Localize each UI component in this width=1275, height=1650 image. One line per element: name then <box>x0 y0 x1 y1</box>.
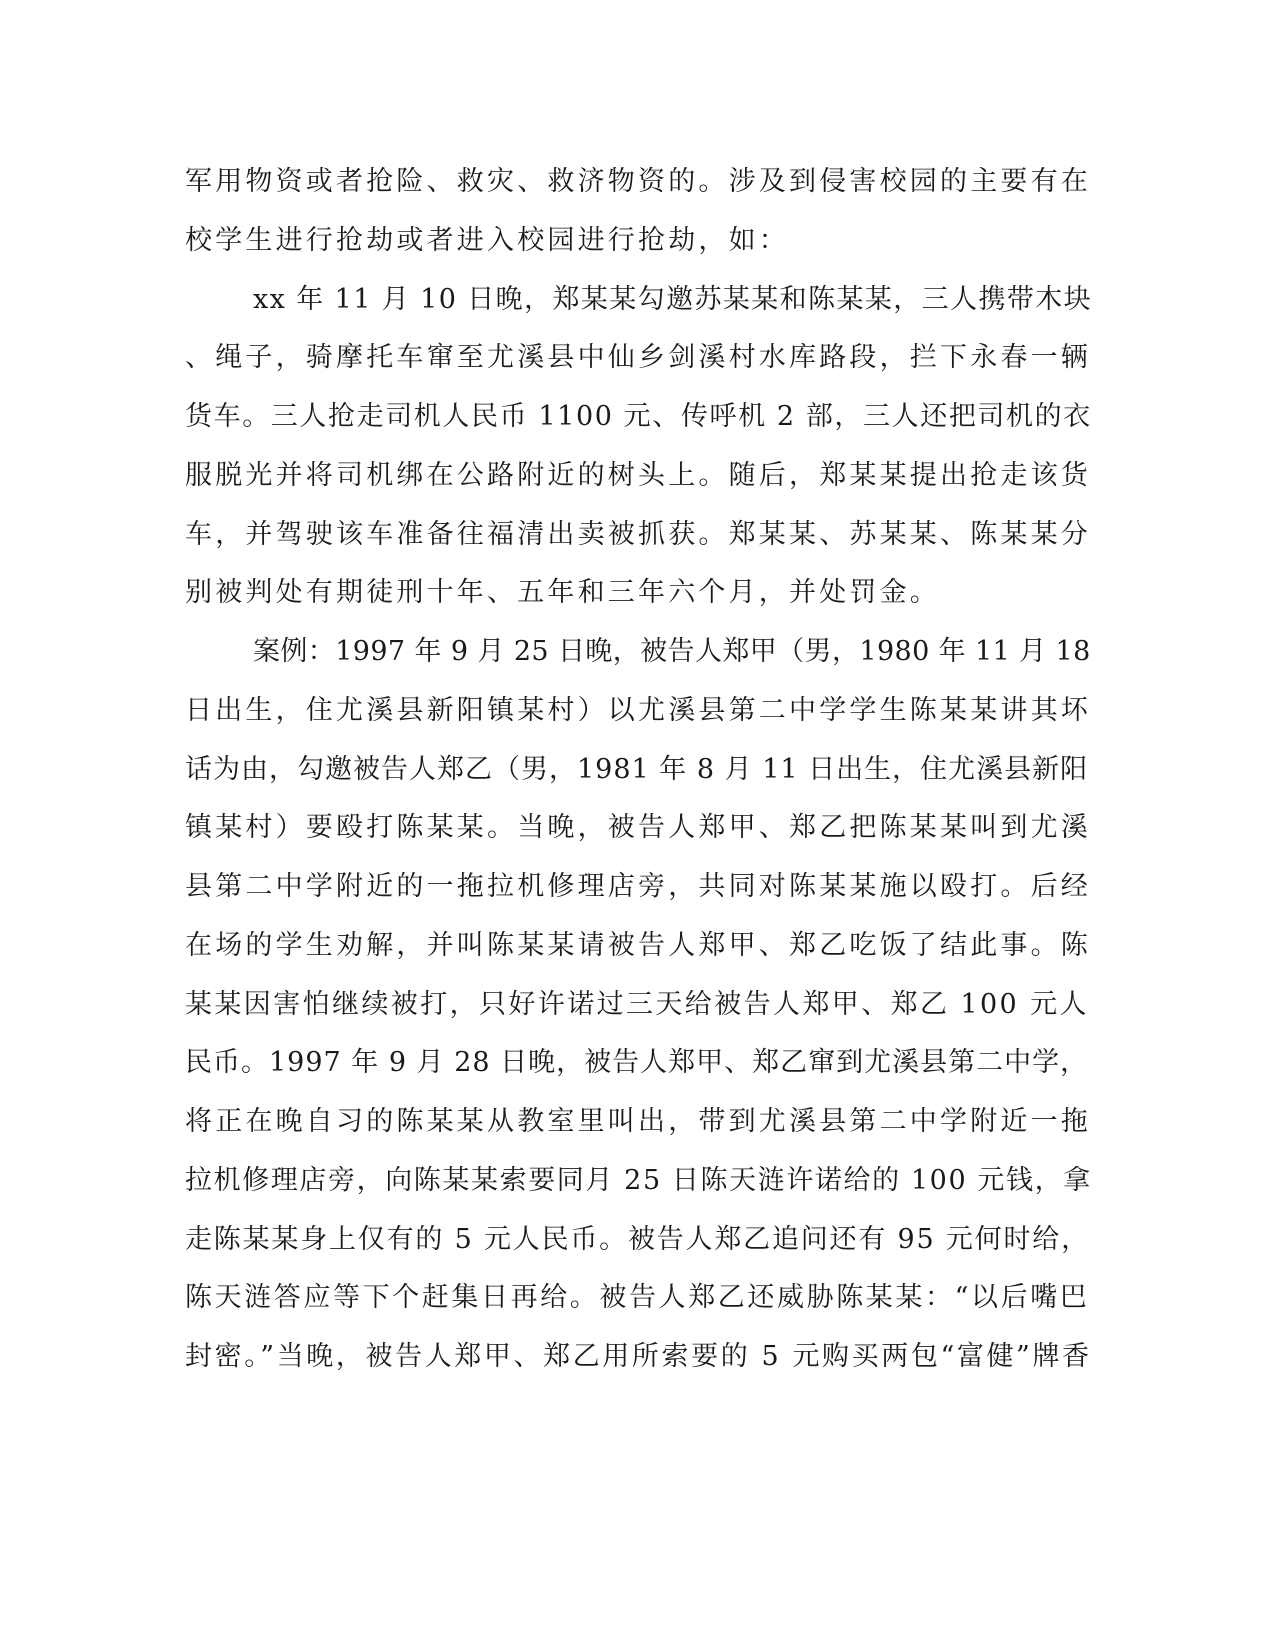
text-line: 、绳子，骑摩托车窜至尤溪县中仙乡剑溪村水库路段，拦下永春一辆 <box>185 342 1091 373</box>
text-line: 走陈某某身上仅有的 5 元人民币。被告人郑乙追问还有 95 元何时给， <box>185 1224 1090 1255</box>
text-line: 镇某村）要殴打陈某某。当晚，被告人郑甲、郑乙把陈某某叫到尤溪 <box>185 812 1091 843</box>
text-line: 车，并驾驶该车准备往福清出卖被抓获。郑某某、苏某某、陈某某分 <box>185 519 1091 550</box>
text-line: 日出生，住尤溪县新阳镇某村）以尤溪县第二中学学生陈某某讲其坏 <box>185 695 1091 726</box>
text-line: 军用物资或者抢险、救灾、救济物资的。涉及到侵害校园的主要有在 <box>185 166 1091 197</box>
text-line: 货车。三人抢走司机人民币 1100 元、传呼机 2 部，三人还把司机的衣 <box>185 401 1092 432</box>
text-line: 陈天涟答应等下个赶集日再给。被告人郑乙还威胁陈某某：“以后嘴巴 <box>185 1282 1090 1313</box>
text-line: 民币。1997 年 9 月 28 日晚，被告人郑甲、郑乙窜到尤溪县第二中学， <box>185 1047 1089 1078</box>
text-line: 别被判处有期徒刑十年、五年和三年六个月，并处罚金。 <box>185 577 940 608</box>
text-line: 拉机修理店旁，向陈某某索要同月 25 日陈天涟许诺给的 100 元钱，拿 <box>185 1165 1092 1196</box>
text-line: 在场的学生劝解，并叫陈某某请被告人郑甲、郑乙吃饭了结此事。陈 <box>185 930 1091 961</box>
text-line: 县第二中学附近的一拖拉机修理店旁，共同对陈某某施以殴打。后经 <box>185 871 1091 902</box>
text-line: 校学生进行抢劫或者进入校园进行抢劫，如： <box>185 225 789 256</box>
text-line: 封密。”当晚，被告人郑甲、郑乙用所索要的 5 元购买两包“富健”牌香 <box>185 1341 1092 1372</box>
text-line: 服脱光并将司机绑在公路附近的树头上。随后，郑某某提出抢走该货 <box>185 460 1091 491</box>
text-line: 案例：1997 年 9 月 25 日晚，被告人郑甲（男，1980 年 11 月 18 <box>253 636 1091 667</box>
text-line: 将正在晚自习的陈某某从教室里叫出，带到尤溪县第二中学附近一拖 <box>185 1106 1091 1137</box>
text-line: 话为由，勾邀被告人郑乙（男，1981 年 8 月 11 日出生，住尤溪县新阳 <box>185 754 1089 785</box>
text-line: xx 年 11 月 10 日晚，郑某某勾邀苏某某和陈某某，三人携带木块 <box>253 284 1093 315</box>
text-line: 某某因害怕继续被打，只好许诺过三天给被告人郑甲、郑乙 100 元人 <box>185 989 1089 1020</box>
